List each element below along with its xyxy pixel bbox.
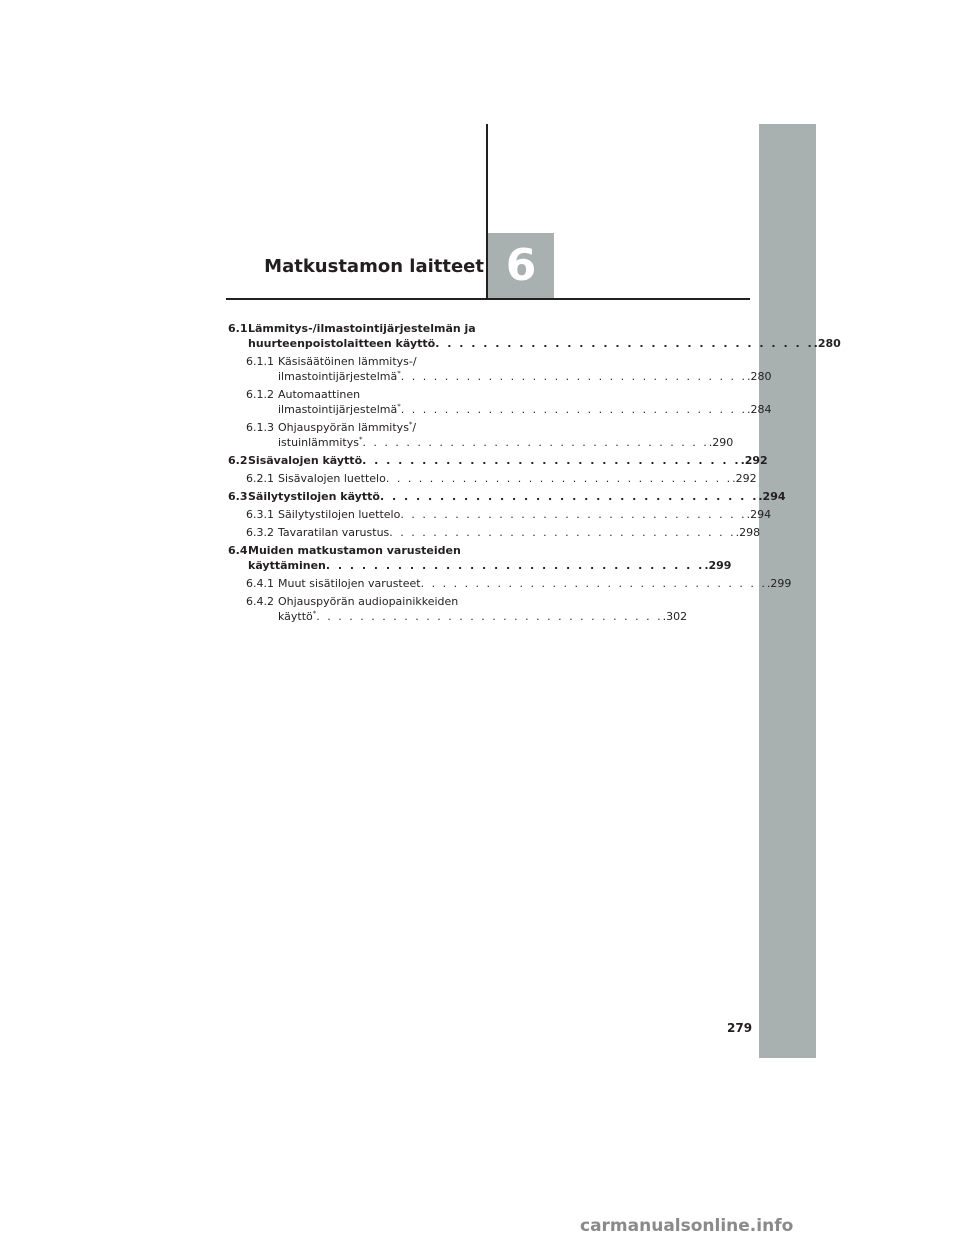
- toc-entry-title: Käsisäätöinen lämmitys-/: [278, 355, 417, 368]
- toc-leader-dots: . . . . . . . . . . . . . . . . . . . . . . . . . . . . . . . .: [389, 526, 736, 539]
- toc-page-ref: .294: [746, 508, 772, 521]
- toc-entry-6-3[interactable]: [228, 489, 786, 504]
- toc-entry-6-4-1[interactable]: [228, 576, 792, 591]
- toc-page-ref: .294: [758, 490, 786, 503]
- toc-entry-number: 6.1.2: [246, 388, 274, 401]
- toc-entry-title: Ohjauspyörän lämmitys*/: [278, 420, 417, 434]
- toc-page-ref: .302: [662, 610, 688, 623]
- chapter-number: 6: [488, 233, 554, 298]
- toc-leader-dots: . . . . . . . . . . . . . . . . . . . . . . . . . . . . . . . .: [362, 454, 741, 467]
- toc-entry-title: istuinlämmitys*: [278, 435, 363, 449]
- toc-page-ref: .284: [747, 403, 772, 416]
- toc-leader-dots: . . . . . . . . . . . . . . . . . . . . . . . . . . . . . . . .: [400, 370, 748, 383]
- toc-entry-title: Sisävalojen luettelo: [278, 472, 386, 485]
- toc-leader-dots: . . . . . . . . . . . . . . . . . . . . . . . . . . . . . . . .: [325, 559, 705, 572]
- horizontal-rule: [226, 298, 750, 300]
- toc-entry-title: käyttäminen: [248, 559, 326, 572]
- toc-entry-number: 6.1: [228, 322, 248, 335]
- toc-leader-dots: . . . . . . . . . . . . . . . . . . . . . . . . . . . . . . . .: [379, 490, 759, 503]
- toc-entry-number: 6.3: [228, 490, 248, 503]
- toc-entry-number: 6.4.1: [246, 577, 274, 590]
- toc-entry-title: käyttö*: [278, 609, 317, 623]
- table-of-contents: [228, 321, 841, 627]
- page-number: 279: [727, 1021, 753, 1035]
- toc-page-ref: .298: [735, 526, 761, 539]
- toc-entry-title: ilmastointijärjestelmä*: [278, 369, 401, 383]
- toc-page-ref: .280: [747, 370, 772, 383]
- chapter-side-tab: [759, 124, 816, 1058]
- toc-entry-title: Säilytystilojen käyttö: [248, 490, 380, 503]
- toc-entry-6-3-1[interactable]: [228, 507, 772, 522]
- toc-entry-6-2-1[interactable]: [228, 471, 757, 486]
- toc-entry-number: 6.1.1: [246, 355, 274, 368]
- toc-leader-dots: . . . . . . . . . . . . . . . . . . . . . . . . . . . . . . . .: [385, 472, 733, 485]
- toc-entry-title: Automaattinen: [278, 388, 361, 401]
- toc-entry-number: 6.3.2: [246, 526, 274, 539]
- toc-entry-6-2[interactable]: [228, 453, 768, 468]
- toc-entry-6-1-1[interactable]: [228, 354, 772, 384]
- toc-entry-title: huurteenpoistolaitteen käyttö: [248, 337, 436, 350]
- toc-leader-dots: . . . . . . . . . . . . . . . . . . . . . . . . . . . . . . . .: [435, 337, 814, 350]
- toc-entry-title: Sisävalojen käyttö: [248, 454, 363, 467]
- toc-entry-number: 6.4: [228, 544, 248, 557]
- toc-leader-dots: . . . . . . . . . . . . . . . . . . . . . . . . . . . . . . . .: [316, 610, 663, 623]
- toc-page-ref: .299: [766, 577, 792, 590]
- toc-entry-title: Muut sisätilojen varusteet: [278, 577, 421, 590]
- toc-entry-6-1[interactable]: [228, 321, 841, 351]
- toc-entry-title: Lämmitys-/ilmastointijärjestelmän ja: [248, 322, 476, 335]
- toc-entry-number: 6.4.2: [246, 595, 274, 608]
- toc-leader-dots: . . . . . . . . . . . . . . . . . . . . . . . . . . . . . . . .: [400, 403, 748, 416]
- toc-page-ref: .292: [740, 454, 768, 467]
- toc-entry-number: 6.3.1: [246, 508, 274, 521]
- toc-entry-title: ilmastointijärjestelmä*: [278, 402, 401, 416]
- toc-entry-6-1-2[interactable]: [228, 387, 772, 417]
- toc-leader-dots: . . . . . . . . . . . . . . . . . . . . . . . . . . . . . . . .: [362, 436, 709, 449]
- toc-entry-number: 6.2: [228, 454, 248, 467]
- toc-leader-dots: . . . . . . . . . . . . . . . . . . . . . . . . . . . . . . . .: [400, 508, 747, 521]
- toc-page-ref: .299: [704, 559, 732, 572]
- toc-entry-title: Tavaratilan varustus: [278, 526, 390, 539]
- watermark: carmanualsonline.info: [580, 1216, 794, 1236]
- toc-entry-6-1-3[interactable]: [228, 420, 734, 450]
- toc-entry-number: 6.1.3: [246, 421, 274, 434]
- toc-entry-title: Ohjauspyörän audiopainikkeiden: [278, 595, 459, 608]
- chapter-title: Matkustamon laitteet: [264, 256, 484, 277]
- toc-entry-6-4[interactable]: [228, 543, 732, 573]
- toc-entry-title: Säilytystilojen luettelo: [278, 508, 401, 521]
- toc-entry-number: 6.2.1: [246, 472, 274, 485]
- toc-page-ref: .290: [708, 436, 734, 449]
- toc-page-ref: .280: [813, 337, 841, 350]
- toc-page-ref: .292: [732, 472, 757, 485]
- toc-entry-6-4-2[interactable]: [228, 594, 688, 624]
- toc-entry-6-3-2[interactable]: [228, 525, 761, 540]
- toc-entry-title: Muiden matkustamon varusteiden: [248, 544, 461, 557]
- toc-leader-dots: . . . . . . . . . . . . . . . . . . . . . . . . . . . . . . . .: [420, 577, 767, 590]
